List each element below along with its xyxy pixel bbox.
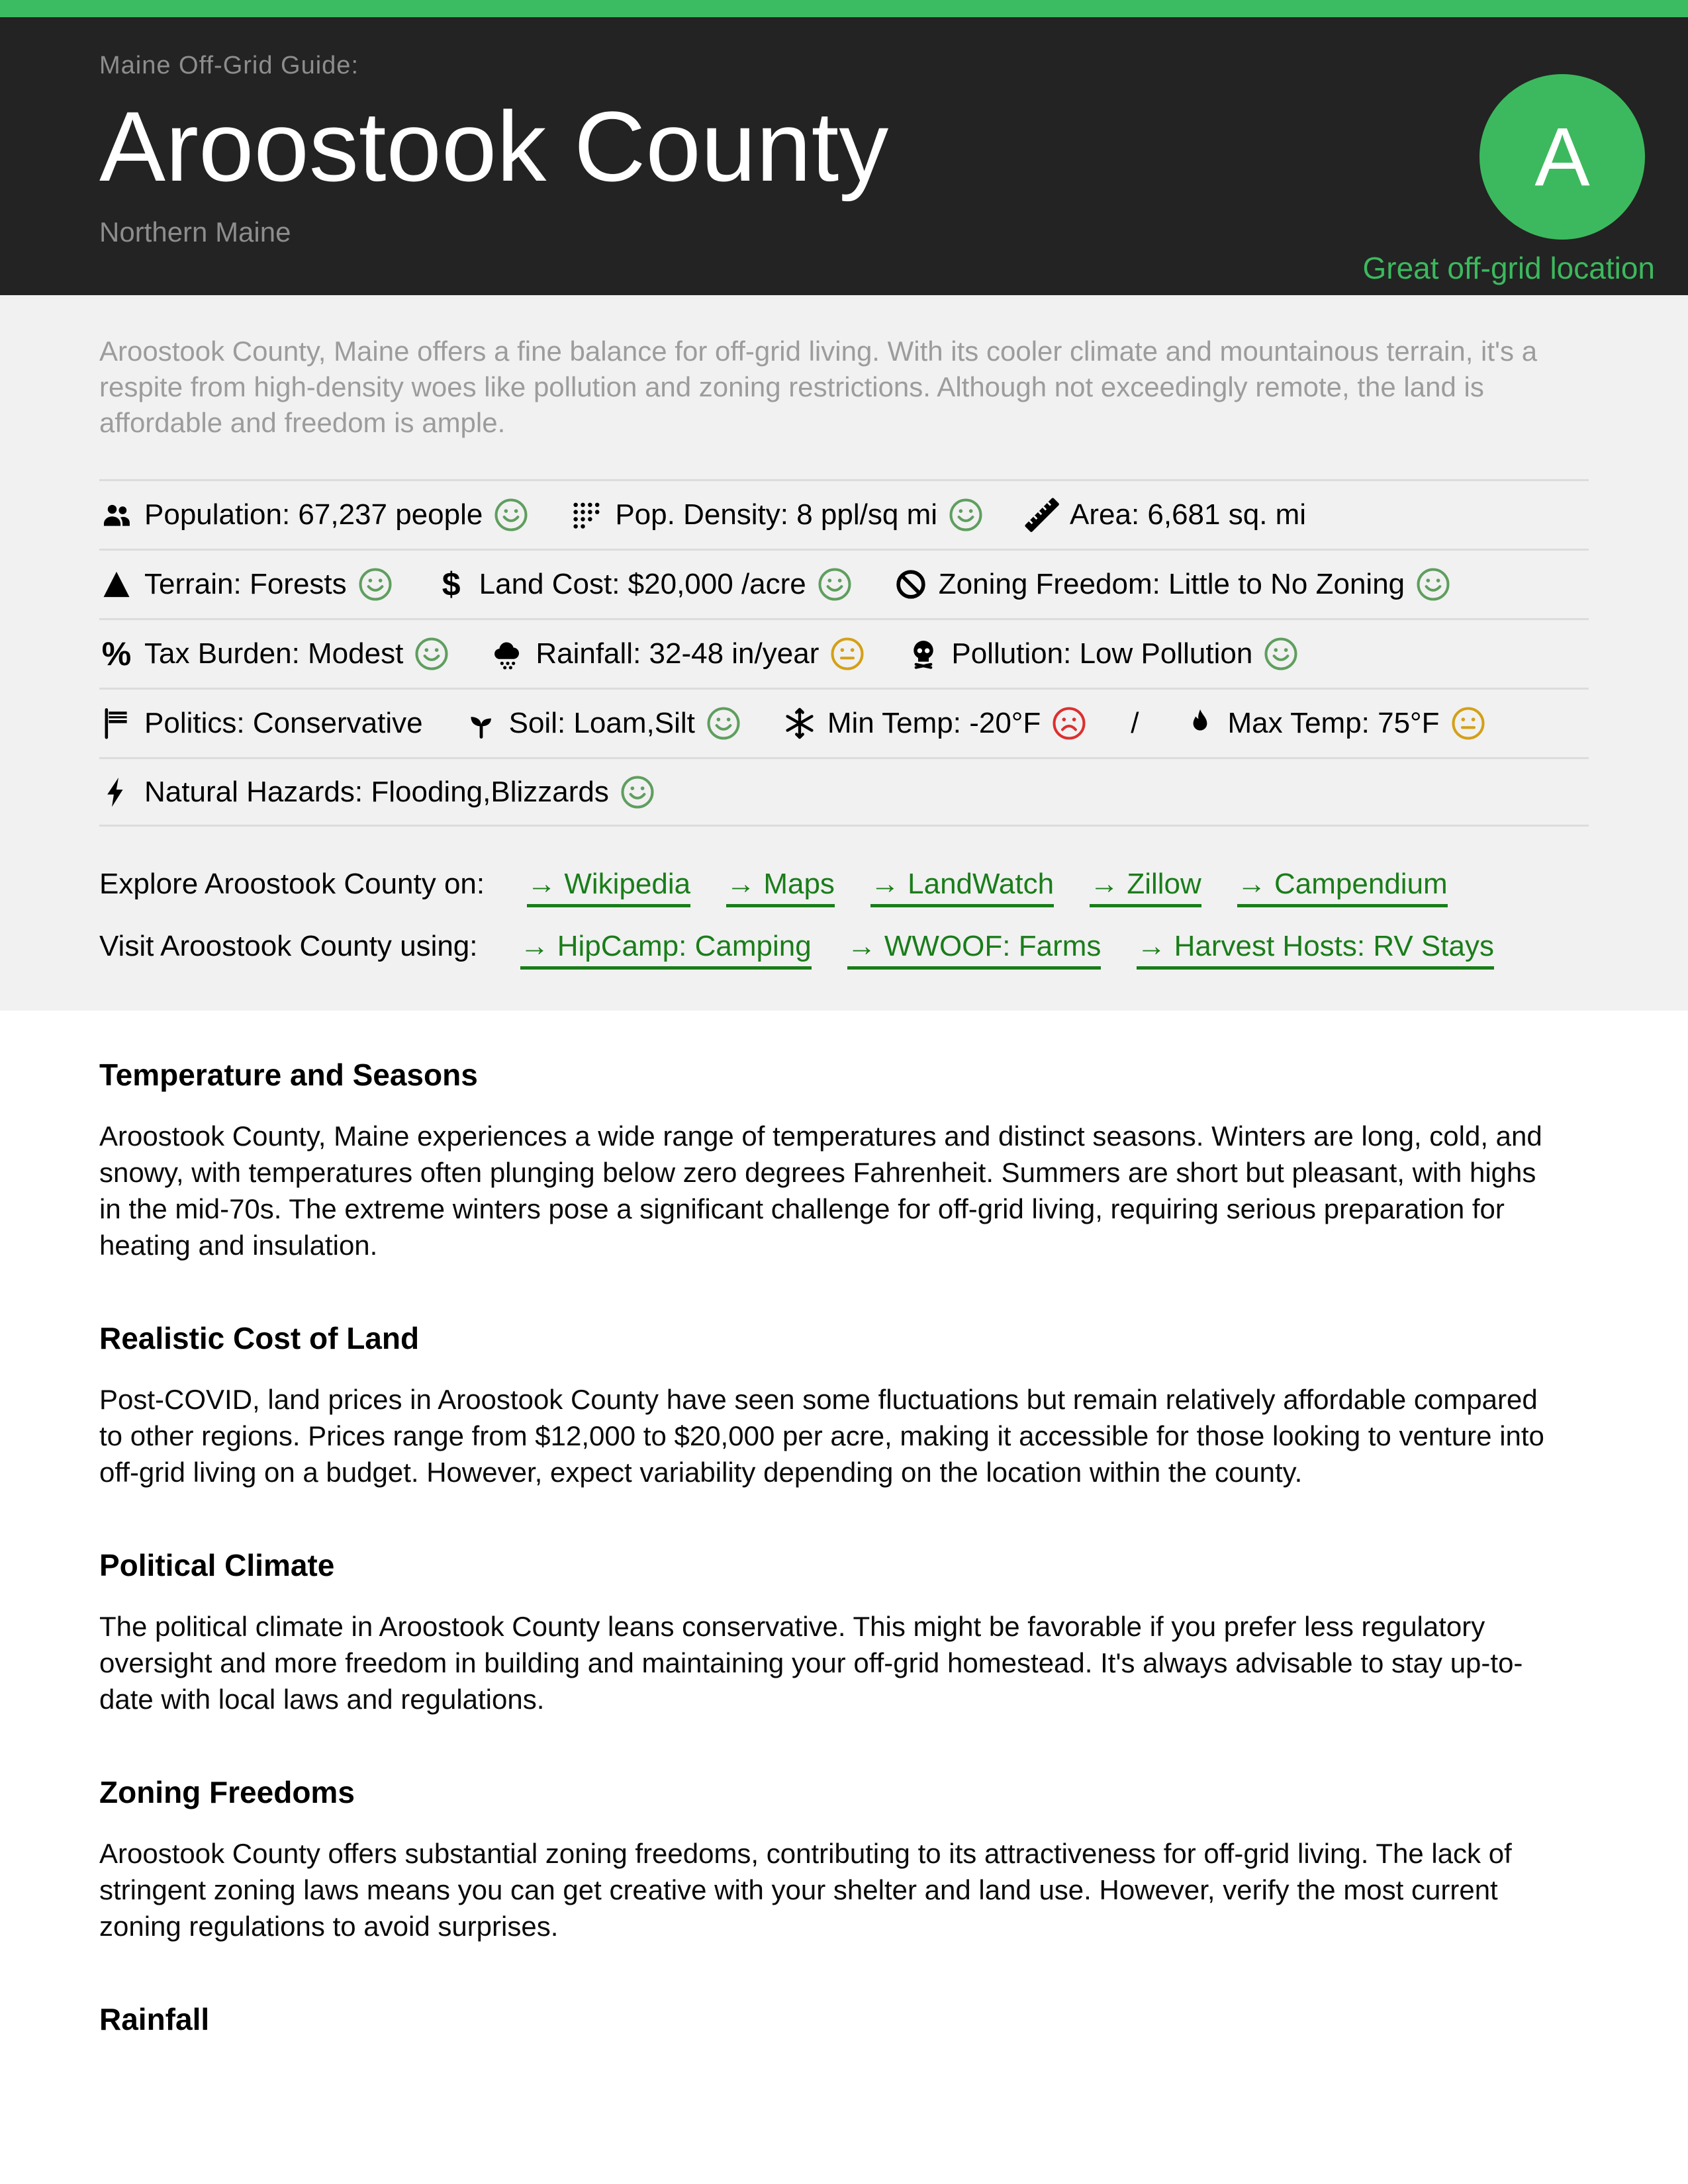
stat-text: Zoning Freedom: Little to No Zoning: [938, 568, 1405, 600]
neutral-face-icon: [1450, 705, 1486, 741]
happy-face-icon: [706, 705, 741, 741]
stat-item: [1183, 705, 1486, 741]
happy-face-icon: [357, 567, 393, 602]
section-paragraph: The political climate in Aroostook County leans conservative. This might be favorable if you prefer less regulatory oversight and more freedom in building and maintaining your off-grid homestead. It's always advisable to stay up-to-date with local laws and regulations.: [99, 1611, 1523, 1715]
sprout-icon: [464, 706, 498, 741]
visit-link-wwoof-farms[interactable]: → WWOOF: Farms: [847, 930, 1102, 970]
stat-row: [99, 549, 1589, 618]
stat-text: Soil: Loam,Silt: [508, 707, 695, 739]
visit-link-hipcamp-camping[interactable]: → HipCamp: Camping: [520, 930, 812, 970]
skull-icon: [906, 637, 941, 671]
section-heading: Temperature and Seasons: [99, 1058, 478, 1092]
stat-item: [434, 567, 853, 602]
intro-paragraph: Aroostook County, Maine offers a fine balance for off-grid living. With its cooler climate and mountainous terrain, it's a respite from high-density woes like pollution and zoning restrictions. Although not exceedingly remote, the land is affordable and freedom is ample.: [99, 336, 1538, 438]
stat-item: [99, 567, 393, 602]
happy-face-icon: [948, 497, 984, 533]
guide-eyebrow: Maine Off-Grid Guide:: [99, 52, 359, 79]
stat-row: [99, 479, 1589, 549]
stat-item: [99, 774, 655, 810]
bolt-icon: [99, 775, 134, 809]
stat-text: Rainfall: 32-48 in/year: [536, 637, 820, 670]
visit-link-harvest-hosts-rv-stays[interactable]: → Harvest Hosts: RV Stays: [1137, 930, 1494, 970]
explore-link-landwatch[interactable]: → LandWatch: [870, 868, 1054, 907]
section-heading: Political Climate: [99, 1548, 335, 1582]
stat-item: [1025, 498, 1306, 532]
page-title: Aroostook County: [99, 91, 889, 202]
top-accent-bar: [0, 0, 1688, 17]
happy-face-icon: [414, 636, 449, 672]
stats-table: [99, 479, 1589, 827]
stat-text: Max Temp: 75°F: [1227, 707, 1440, 739]
section-paragraph: Post-COVID, land prices in Aroostook County have seen some fluctuations but remain relatively affordable compared to other regions. Prices range from $12,000 to $20,000 per acre, making it accessible for those looking to venture into off-grid living on a budget. However, expect variability depending on the location within the county.: [99, 1384, 1544, 1488]
grade-badge: [1479, 74, 1645, 240]
mountain-icon: [99, 567, 134, 602]
stat-item: [906, 636, 1299, 672]
happy-face-icon: [493, 497, 529, 533]
stat-row: [99, 757, 1589, 827]
stat-text: Natural Hazards: Flooding,Blizzards: [144, 775, 609, 808]
stat-row: [99, 618, 1589, 688]
explore-link-wikipedia[interactable]: → Wikipedia: [527, 868, 690, 907]
section-heading: Rainfall: [99, 2002, 210, 2036]
article-body: [0, 1011, 1688, 2037]
external-links: [99, 868, 1589, 970]
stat-text: Pollution: Low Pollution: [951, 637, 1253, 670]
grade-caption: Great off-grid location: [1362, 251, 1655, 285]
stat-item: [491, 636, 865, 672]
summary-panel: [0, 295, 1688, 1011]
section-heading: Zoning Freedoms: [99, 1775, 355, 1809]
density-icon: [570, 498, 604, 532]
ruler-icon: [1025, 498, 1059, 532]
stat-item: [894, 567, 1451, 602]
stat-text: Min Temp: -20°F: [827, 707, 1041, 739]
stat-text: Tax Burden: Modest: [144, 637, 404, 670]
snowflake-icon: [782, 706, 817, 741]
explore-link-campendium[interactable]: → Campendium: [1237, 868, 1448, 907]
stat-item: [99, 497, 529, 533]
sad-face-icon: [1051, 705, 1087, 741]
explore-label: Explore Aroostook County on:: [99, 868, 485, 900]
section-heading: Realistic Cost of Land: [99, 1321, 420, 1355]
neutral-face-icon: [829, 636, 865, 672]
stat-item: [782, 705, 1087, 741]
happy-face-icon: [1415, 567, 1451, 602]
stat-text: Politics: Conservative: [144, 707, 423, 739]
percent-icon: %: [101, 635, 132, 672]
page-header: [0, 17, 1688, 295]
people-icon: [99, 498, 134, 532]
stat-item: [570, 497, 984, 533]
visit-links-row: [99, 930, 1589, 970]
section-paragraph: Aroostook County, Maine experiences a wide range of temperatures and distinct seasons. Winters are long, cold, and snowy, with temperatures often plunging below zero degrees Fahrenheit. Summers are short but pleasant, with highs in the mid-70s. The extreme winters pose a significant challenge for off-grid living, requiring serious preparation for heating and insulation.: [99, 1120, 1542, 1261]
stat-item: [99, 636, 449, 672]
stat-item: [464, 705, 741, 741]
page-subtitle: Northern Maine: [99, 216, 291, 248]
section-paragraph: Aroostook County offers substantial zoning freedoms, contributing to its attractiveness for off-grid living. The lack of stringent zoning laws means you can get creative with your shelter and land use. However, verify the most current zoning regulations to avoid surprises.: [99, 1838, 1512, 1942]
happy-face-icon: [817, 567, 853, 602]
rain-icon: [491, 637, 525, 671]
happy-face-icon: [620, 774, 655, 810]
flag-icon: [99, 706, 134, 741]
stat-text: Terrain: Forests: [144, 568, 347, 600]
stat-text: Area: 6,681 sq. mi: [1070, 498, 1307, 531]
explore-link-zillow[interactable]: → Zillow: [1090, 868, 1201, 907]
happy-face-icon: [1263, 636, 1299, 672]
stat-text: Pop. Density: 8 ppl/sq mi: [615, 498, 937, 531]
explore-link-maps[interactable]: → Maps: [726, 868, 835, 907]
flame-icon: [1183, 706, 1217, 741]
ban-icon: [894, 567, 928, 602]
stat-row: [99, 688, 1589, 757]
stat-separator: /: [1131, 707, 1139, 739]
stat-item: [99, 706, 423, 741]
stat-text: Land Cost: $20,000 /acre: [479, 568, 806, 600]
visit-label: Visit Aroostook County using:: [99, 930, 478, 962]
grade-letter: A: [1534, 111, 1590, 203]
stat-text: Population: 67,237 people: [144, 498, 483, 531]
dollar-icon: $: [442, 566, 461, 603]
explore-links-row: [99, 868, 1589, 907]
